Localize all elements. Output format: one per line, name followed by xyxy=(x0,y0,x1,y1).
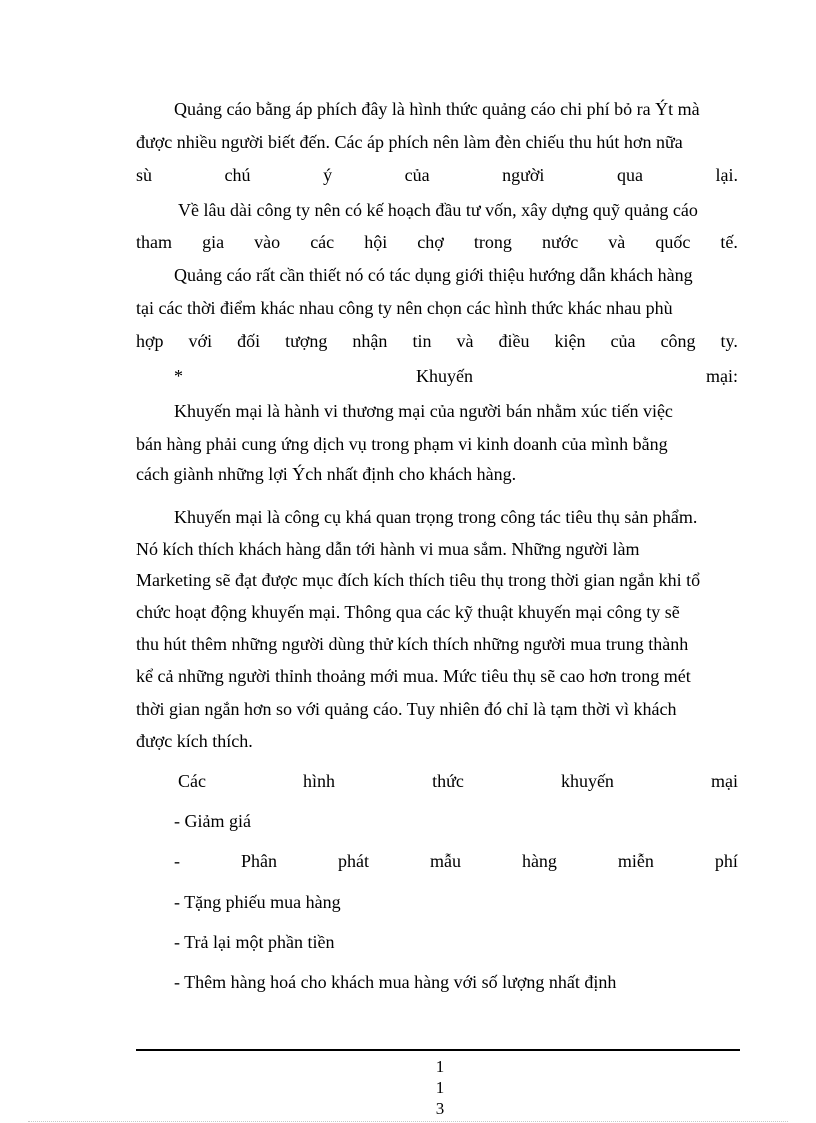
word: mẫu xyxy=(429,851,461,871)
p5-line5: thu hút thêm những người dùng thử kích thích những người mua trung thành xyxy=(136,634,689,654)
p3-line2: tại các thời điểm khác nhau công ty nên chọn các hình thức khác nhau phù xyxy=(136,298,673,318)
word: phí xyxy=(714,851,738,871)
word: sù xyxy=(136,165,153,185)
word: mại: xyxy=(706,366,738,386)
word: phát xyxy=(337,851,369,871)
p4-line1: Khuyến mại là hành vi thương mại của người bán nhằm xúc tiến việc xyxy=(174,401,673,421)
word: kiện xyxy=(554,331,586,351)
word: công xyxy=(660,331,696,351)
word: trong xyxy=(473,232,512,252)
word: miễn xyxy=(617,851,654,871)
p5-line8: được kích thích. xyxy=(136,731,253,751)
word: Khuyến xyxy=(416,366,473,386)
word: nước xyxy=(541,232,579,252)
word: qua xyxy=(616,165,643,185)
word: - xyxy=(174,851,180,871)
page-number-digit: 3 xyxy=(435,1099,445,1118)
p1-line1: Quảng cáo bằng áp phích đây là hình thức quảng cáo chi phí bỏ ra Ýt mà xyxy=(174,99,700,119)
page-bottom-dotted-border xyxy=(28,1121,788,1122)
word: chú xyxy=(224,165,251,185)
word: người xyxy=(502,165,545,185)
list-item-tra-lai: - Trả lại một phần tiền xyxy=(174,932,335,952)
p5-line1: Khuyến mại là công cụ khá quan trọng trong công tác tiêu thụ sản phẩm. xyxy=(174,507,698,527)
word: ty. xyxy=(720,331,738,351)
footer-divider xyxy=(136,1049,740,1051)
list-item-tang-phieu: - Tặng phiếu mua hàng xyxy=(174,892,341,912)
word: khuyến xyxy=(560,771,614,791)
word: của xyxy=(610,331,636,351)
word: quốc xyxy=(655,232,691,252)
word: của xyxy=(404,165,430,185)
word: Phân xyxy=(240,851,277,871)
word: hội xyxy=(364,232,388,252)
word: tế. xyxy=(720,232,738,252)
word: tượng xyxy=(285,331,328,351)
list-item-them-hang: - Thêm hàng hoá cho khách mua hàng với số lượng nhất định xyxy=(174,972,617,992)
p5-line7: thời gian ngắn hơn so với quảng cáo. Tuy nhiên đó chỉ là tạm thời vì khách xyxy=(136,699,677,719)
word: ý xyxy=(323,165,333,185)
word: tham xyxy=(136,232,172,252)
p3-line3 xyxy=(136,328,738,354)
p5-line2: Nó kích thích khách hàng dẫn tới hành vi mua sắm. Những người làm xyxy=(136,539,640,559)
heading-khuyen-mai xyxy=(174,363,738,389)
heading-hinh-thuc xyxy=(178,768,738,794)
word: với xyxy=(188,331,213,351)
p5-line3: Marketing sẽ đạt được mục đích kích thích tiêu thụ trong thời gian ngắn khi tổ xyxy=(136,570,701,590)
p3-line1: Quảng cáo rất cần thiết nó có tác dụng giới thiệu hướng dẫn khách hàng xyxy=(174,265,693,285)
word: đối xyxy=(237,331,261,351)
word: vào xyxy=(254,232,281,252)
p4-line3: cách giành những lợi Ých nhất định cho khách hàng. xyxy=(136,464,517,484)
p5-line6: kể cả những người thỉnh thoảng mới mua. Mức tiêu thụ sẽ cao hơn trong mét xyxy=(136,666,691,686)
list-item-giam-gia: - Giảm giá xyxy=(174,811,251,831)
page-number-digit: 1 xyxy=(435,1078,445,1097)
word: hình xyxy=(303,771,336,791)
word: và xyxy=(608,232,626,252)
page-number-digit: 1 xyxy=(435,1057,445,1076)
word: hợp xyxy=(136,331,164,351)
word: thức xyxy=(432,771,464,791)
word: hàng xyxy=(521,851,557,871)
word: chợ xyxy=(417,232,444,252)
p4-line2: bán hàng phải cung ứng dịch vụ trong phạm vi kinh doanh của mình bằng xyxy=(136,434,668,454)
p1-line2: được nhiều người biết đến. Các áp phích nên làm đèn chiếu thu hút hơn nữa xyxy=(136,132,683,152)
p5-line4: chức hoạt động khuyến mại. Thông qua các kỹ thuật khuyến mại công ty sẽ xyxy=(136,602,680,622)
word: và xyxy=(456,331,474,351)
p2-line2 xyxy=(136,229,738,255)
word: nhận xyxy=(352,331,388,351)
word: lại. xyxy=(715,165,738,185)
word: tin xyxy=(412,331,432,351)
bullet-star: * xyxy=(174,366,183,386)
word: Các xyxy=(178,771,206,791)
word: các xyxy=(310,232,335,252)
p2-line1: Về lâu dài công ty nên có kế hoạch đầu tư vốn, xây dựng quỹ quảng cáo xyxy=(178,200,698,220)
word: điều xyxy=(498,331,530,351)
word: mại xyxy=(711,771,738,791)
p1-line3 xyxy=(136,162,738,188)
word: gia xyxy=(202,232,225,252)
list-item-phan-phat xyxy=(174,848,738,874)
